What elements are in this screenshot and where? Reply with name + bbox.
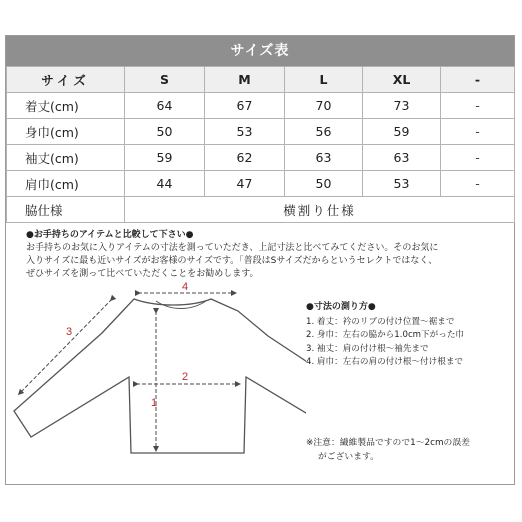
cell-value: 70: [285, 93, 363, 119]
measurement-item: 3. 袖丈：肩の付け根〜袖先まで: [306, 343, 429, 354]
header-col-extra: -: [441, 67, 515, 93]
row-label-width: 身巾(cm): [7, 119, 125, 145]
cell-value: 47: [205, 171, 285, 197]
header-col-l: L: [285, 67, 363, 93]
cell-value: 53: [363, 171, 441, 197]
size-table: [6, 66, 515, 223]
comparison-line: ぜひサイズを測って比べていただくことをお勧めします。: [26, 269, 259, 279]
cell-value: 56: [285, 119, 363, 145]
size-chart-panel: [5, 35, 515, 485]
header-col-m: M: [205, 67, 285, 93]
size-chart-title: サイズ表: [6, 36, 514, 66]
side-spec-value: 横割り仕様: [125, 197, 515, 223]
cell-value: 63: [285, 145, 363, 171]
table-row-shoulder: [7, 171, 515, 197]
comparison-line: 入りサイズに最も近いサイズがお客様のサイズです。「普段はSサイズだからというセレクトではなく、: [26, 256, 438, 266]
shirt-measurement-diagram: [6, 281, 306, 481]
table-row-side-spec: [7, 197, 515, 223]
comparison-heading: ●お手持ちのアイテムと比較して下さい●: [26, 230, 194, 240]
cell-value: -: [441, 171, 515, 197]
measurement-guide: [306, 301, 516, 370]
measurement-item: 4. 肩巾：左右の肩の付け根〜付け根まで: [306, 357, 464, 367]
header-size-label: サイズ: [7, 67, 125, 93]
cell-value: 44: [125, 171, 205, 197]
cell-value: 67: [205, 93, 285, 119]
sleeve-length-arrow: [20, 299, 112, 393]
warning-line: ※注意：繊維製品ですので1〜2cmの誤差: [306, 438, 470, 448]
cell-value: 53: [205, 119, 285, 145]
table-row-sleeve: [7, 145, 515, 171]
tolerance-warning: [306, 436, 511, 464]
row-label-sleeve: 袖丈(cm): [7, 145, 125, 171]
cell-value: 62: [205, 145, 285, 171]
header-col-s: S: [125, 67, 205, 93]
cell-value: 73: [363, 93, 441, 119]
warning-line: がございます。: [318, 452, 379, 462]
cell-value: 50: [285, 171, 363, 197]
size-table-header: [7, 67, 515, 93]
diagram-label-sleeve: 3: [66, 326, 73, 338]
cell-value: 59: [363, 119, 441, 145]
cell-value: -: [441, 145, 515, 171]
diagram-label-length: 1: [151, 397, 158, 409]
cell-value: -: [441, 119, 515, 145]
header-col-xl: XL: [363, 67, 441, 93]
measurement-heading: ●寸法の測り方●: [306, 302, 376, 312]
comparison-notes: [26, 229, 511, 281]
cell-value: -: [441, 93, 515, 119]
shirt-outline-icon: [14, 299, 306, 453]
row-label-side-spec: 脇仕様: [7, 197, 125, 223]
table-row-length: [7, 93, 515, 119]
cell-value: 64: [125, 93, 205, 119]
table-row-width: [7, 119, 515, 145]
cell-value: 63: [363, 145, 441, 171]
measurement-notes-area: [6, 221, 514, 484]
diagram-label-shoulder: 4: [182, 281, 189, 293]
measurement-item: 2. 身巾：左右の脇から1.0cm下がった巾: [306, 330, 465, 340]
cell-value: 59: [125, 145, 205, 171]
measurement-item: 1. 着丈：衿のリブの付け位置〜裾まで: [306, 316, 455, 327]
diagram-label-body-width: 2: [182, 371, 189, 383]
cell-value: 50: [125, 119, 205, 145]
comparison-line: お手持ちのお気に入りアイテムの寸法を測っていただき、上記寸法と比べてみてください。そのお気に: [26, 243, 439, 253]
row-label-shoulder: 肩巾(cm): [7, 171, 125, 197]
row-label-length: 着丈(cm): [7, 93, 125, 119]
